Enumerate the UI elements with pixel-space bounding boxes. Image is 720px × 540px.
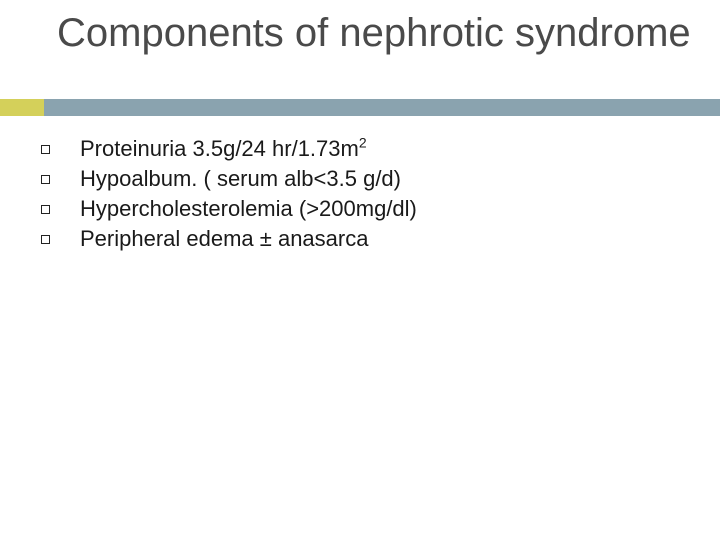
list-item	[40, 194, 710, 224]
slide-title: Components of nephrotic syndrome	[57, 11, 691, 55]
square-bullet-icon	[41, 145, 50, 154]
superscript: 2	[358, 134, 367, 151]
title-accent-block	[0, 99, 44, 116]
title-underline-bar	[44, 99, 720, 116]
list-item	[40, 134, 710, 164]
square-bullet-icon	[41, 235, 50, 244]
list-item	[40, 224, 710, 254]
bullet-list	[40, 134, 710, 254]
bullet-text-proteinuria: Proteinuria 3.5g/24 $hr/1.73m^2$	[80, 134, 367, 161]
bullet-text-hypoalbuminemia: Hypoalbum. ( serum alb<3.5 g/d)	[80, 166, 401, 191]
bullet-text-edema: Peripheral edema ± anasarca	[80, 226, 369, 251]
square-bullet-icon	[41, 205, 50, 214]
square-bullet-icon	[41, 175, 50, 184]
list-item	[40, 164, 710, 194]
bullet-text-hypercholesterolemia: Hypercholesterolemia (>200mg/dl)	[80, 196, 417, 221]
